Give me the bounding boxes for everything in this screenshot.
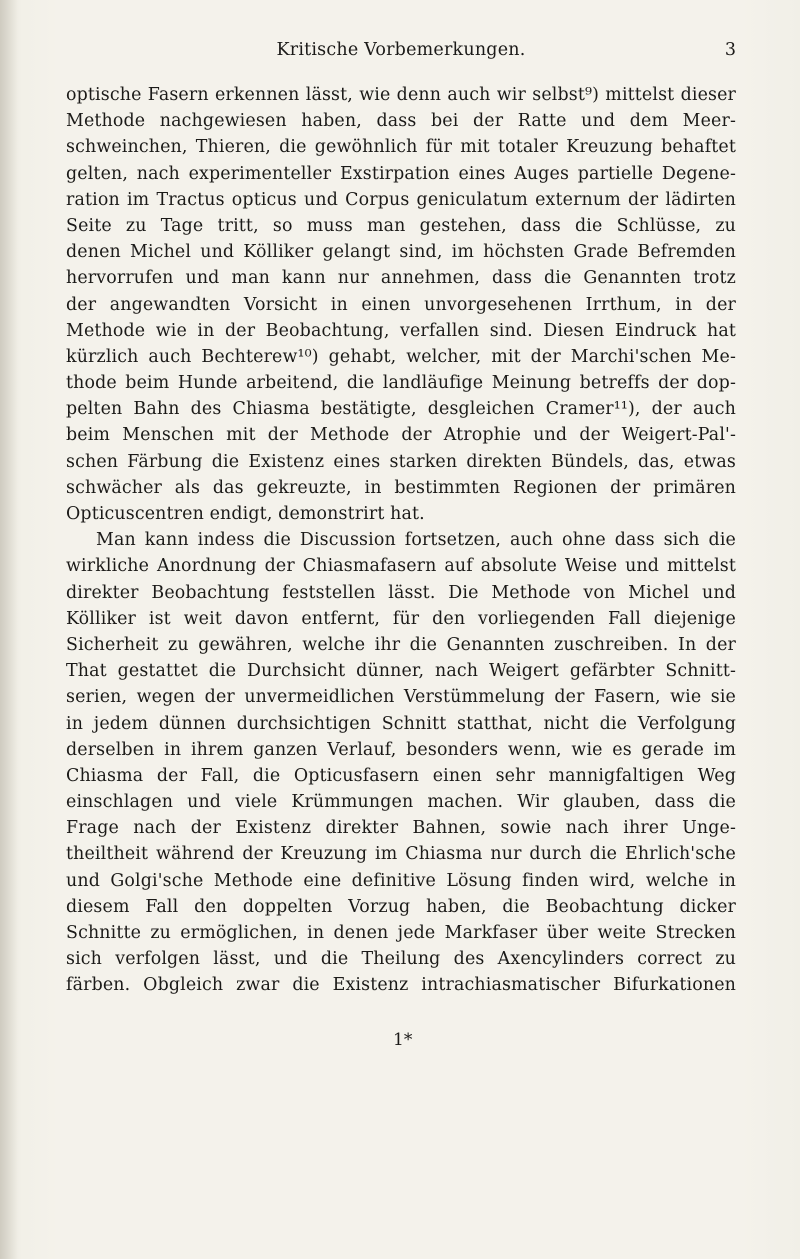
- text-line: That gestattet die Durchsicht dünner, nach Weigert gefärbter Schnitt-: [66, 661, 736, 682]
- text-line: kürzlich auch Bechterew¹⁰) gehabt, welcher, mit der Marchi'schen Me-: [66, 346, 736, 367]
- text-line: schen Färbung die Existenz eines starken direkten Bündels, das, etwas: [66, 451, 736, 472]
- text-line: derselben in ihrem ganzen Verlauf, besonders wenn, wie es gerade im: [66, 739, 736, 760]
- text-line: einschlagen und viele Krümmungen machen. Wir glauben, dass die: [66, 792, 736, 813]
- text-line: hervorrufen und man kann nur annehmen, dass die Genannten trotz: [66, 268, 736, 289]
- text-line: gelten, nach experimenteller Exstirpation eines Auges partielle Degene-: [66, 163, 736, 184]
- text-line: färben. Obgleich zwar die Existenz intrachiasmatischer Bifurkationen: [66, 975, 736, 996]
- text-line: Seite zu Tage tritt, so muss man gestehen, dass die Schlüsse, zu: [66, 215, 736, 236]
- text-line: Sicherheit zu gewähren, welche ihr die Genannten zuschreiben. In der: [66, 634, 736, 655]
- body-text: [66, 82, 736, 999]
- text-line: in jedem dünnen durchsichtigen Schnitt statthat, nicht die Verfolgung: [66, 713, 736, 734]
- text-line: sich verfolgen lässt, und die Theilung des Axencylinders correct zu: [66, 949, 736, 970]
- text-line: denen Michel und Kölliker gelangt sind, im höchsten Grade Befremden: [66, 242, 736, 263]
- running-head: [66, 38, 736, 62]
- text-line: wirkliche Anordnung der Chiasmafasern auf absolute Weise und mittelst: [66, 556, 736, 577]
- text-line: und Golgi'sche Methode eine definitive Lösung finden wird, welche in: [66, 870, 736, 891]
- signature-mark: 1*: [393, 1030, 413, 1050]
- text-line: schweinchen, Thieren, die gewöhnlich für mit totaler Kreuzung behaftet: [66, 137, 736, 158]
- text-line: Methode nachgewiesen haben, dass bei der Ratte und dem Meer-: [66, 111, 736, 132]
- text-line: beim Menschen mit der Methode der Atrophie und der Weigert-Pal'-: [66, 425, 736, 446]
- text-line-paragraph-start: Man kann indess die Discussion fortsetzen, auch ohne dass sich die: [96, 530, 736, 551]
- text-line: ration im Tractus opticus und Corpus geniculatum externum der lädirten: [66, 189, 736, 210]
- text-line: Kölliker ist weit davon entfernt, für den vorliegenden Fall diejenige: [66, 608, 736, 629]
- running-title: Kritische Vorbemerkungen.: [276, 40, 526, 60]
- text-line: der angewandten Vorsicht in einen unvorgesehenen Irrthum, in der: [66, 294, 736, 315]
- text-line: Methode wie in der Beobachtung, verfallen sind. Diesen Eindruck hat: [66, 320, 736, 341]
- gutter-shadow: [0, 0, 18, 1259]
- text-line: Chiasma der Fall, die Opticusfasern einen sehr mannigfaltigen Weg: [66, 765, 736, 786]
- page-number: 3: [724, 40, 736, 60]
- text-line: schwächer als das gekreuzte, in bestimmten Regionen der primären: [66, 477, 736, 498]
- text-line: optische Fasern erkennen lässt, wie denn auch wir selbst⁹) mittelst dieser: [66, 85, 736, 105]
- text-line: Schnitte zu ermöglichen, in denen jede Markfaser über weite Strecken: [66, 923, 736, 943]
- text-line: pelten Bahn des Chiasma bestätigte, desgleichen Cramer¹¹), der auch: [66, 399, 736, 420]
- text-line: thode beim Hunde arbeitend, die landläufige Meinung betreffs der dop-: [66, 373, 736, 394]
- text-line: diesem Fall den doppelten Vorzug haben, die Beobachtung dicker: [66, 896, 736, 917]
- text-line: Frage nach der Existenz direkter Bahnen, sowie nach ihrer Unge-: [66, 818, 736, 839]
- text-line: serien, wegen der unvermeidlichen Verstümmelung der Fasern, wie sie: [66, 687, 736, 708]
- text-line: theiltheit während der Kreuzung im Chiasma nur durch die Ehrlich'sche: [66, 844, 736, 865]
- text-line: direkter Beobachtung feststellen lässt. Die Methode von Michel und: [66, 582, 736, 603]
- text-line-paragraph-end: Opticuscentren endigt, demonstrirt hat.: [66, 504, 425, 524]
